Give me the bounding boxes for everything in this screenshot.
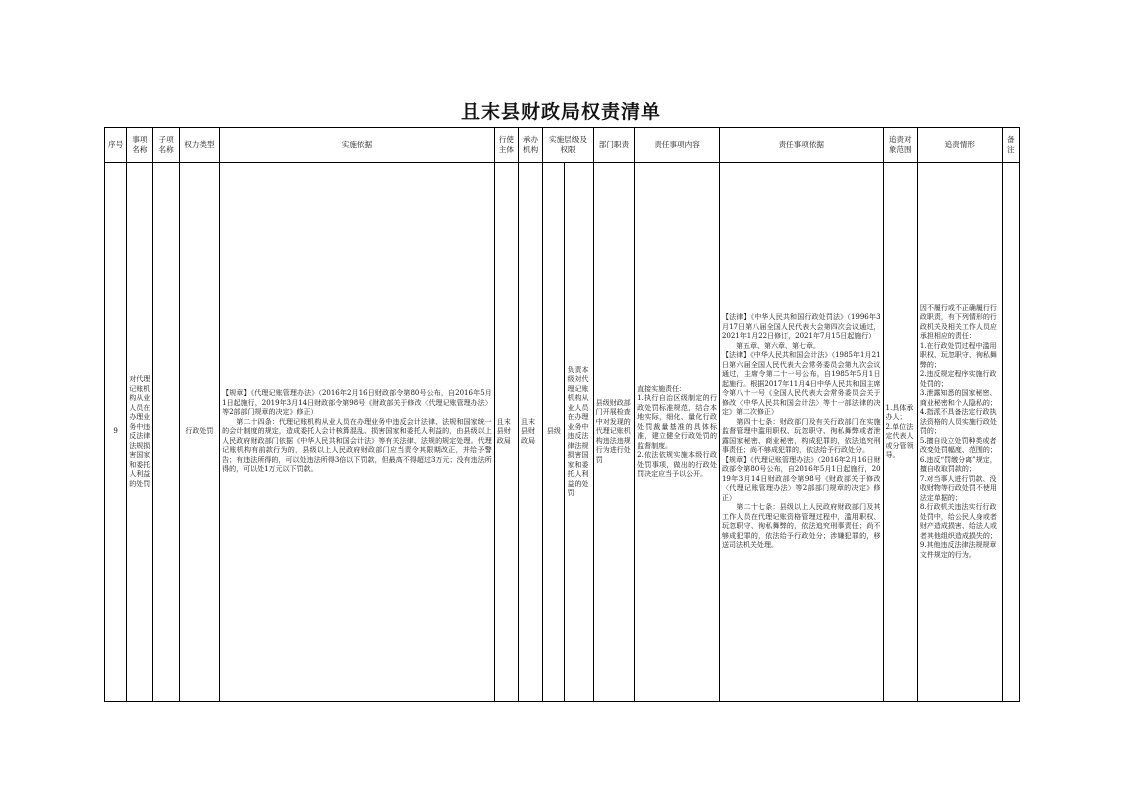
header-subject: 行使主体 [494,128,518,163]
header-dept-duty: 部门职责 [593,128,634,163]
responsibility-table [104,127,1020,702]
header-remark: 备注 [1002,128,1019,163]
header-agency: 承办机构 [519,128,543,163]
header-scope: 追责对象范围 [883,128,917,163]
cell-power-type: 行政处罚 [179,163,219,702]
header-basis: 实施依据 [220,128,495,163]
header-situation: 追责情形 [917,128,1002,163]
header-item-name: 事项名称 [127,128,153,163]
header-row [105,128,1020,163]
cell-remark [1002,163,1019,702]
table-row [105,163,1020,702]
cell-resp-basis: 【法律】《中华人民共和国行政处罚法》（1996年3月17日第八届全国人民代表大会第四次会议通过，2021年1月22日修订，2021年7月15日起施行） 第五章、第六章、第七章。 【法律】《中华人民共和国会计法》（1985年1月21日第六届全国人民代表大会常务委员会第九次会议通过，主席令第二十一号公布，自1985年5月1日起施行。根据2017年11月4日中华人民共和国主席令第八十一号《全国人民代表大会常务委员会关于修改〈中华人民共和国会计法〉等十一部法律的决定》第二次修正） 第四十七条：财政部门及有关行政部门在实施监督管理中滥用职权、玩忽职守、徇私舞弊或者泄露国家秘密、商业秘密，构成犯罪的，依法追究刑事责任；尚不够成犯罪的，依法给予行政处分。 【规章】《代理记账管理办法》（2016年2月16日财政部令第80号公布，自2016年5月1日起施行，2019年3月14日财政部令第98号《财政部关于修改〈代理记账管理办法〉等2部部门规章的决定》修正） 第二十七条：县级以上人民政府财政部门及其工作人员在代理记账资格管理过程中，滥用职权、玩忽职守、徇私舞弊的，依法追究刑事责任；尚不够成犯罪的，依法给予行政处分；涉嫌犯罪的，移送司法机关处理。 [719,163,883,702]
header-seq: 序号 [105,128,127,163]
cell-seq: 9 [105,163,127,702]
cell-item-name: 对代理记账机构从业人员在办理业务中违反法律法规损害国家和委托人利益的处罚 [127,163,153,702]
cell-subject: 且末县财政局 [494,163,518,702]
cell-situation: 因不履行或不正确履行行政职责，有下列情形的行政机关及相关工作人员应承担相应的责任： 1.在行政处罚过程中滥用职权、玩忽职守、徇私舞弊的； 2.违反规定程序实施行政处罚的； 3.泄露知悉的国家秘密、商业秘密和个人隐私的； 4.指派不具备法定行政执法资格的人员实施行政处罚的； 5.擅自设立处罚种类或者改变处罚幅度、范围的； 6.违反“罚缴分离”规定，擅自收取罚款的； 7.对当事人进行罚款、没收财物等行政处罚不使用法定单据的； 8.行政机关违法实行行政处罚中，给公民人身或者财产造成损害、给法人或者其他组织造成损失的； 9.其他违反法律法规规章文件规定的行为。 [917,163,1002,702]
cell-level: 县级 [543,163,565,702]
cell-sub-item [153,163,179,702]
page-title: 且末县财政局权责清单 [460,101,661,123]
header-level: 实施层级及权限 [543,128,593,163]
header-resp-content: 责任事项内容 [635,128,720,163]
header-power-type: 权力类型 [179,128,219,163]
cell-scope: 1.具体承办人； 2.单位法定代表人或分管领导。 [883,163,917,702]
cell-resp-content: 直接实施责任： 1.执行自治区级制定的行政处罚标准规范，结合本地实际，细化、量化行政处罚裁量基准的具体标准，建立健全行政处罚的监督制度。 2.依法依规实施本级行政处罚事项，做出的行政处罚决定应当予以公开。 [635,163,720,702]
cell-level-authority: 负责本级対代理记账机构从业人员在办理业务中违反法律法规损害国家和委托人利益的处罚 [565,163,593,702]
cell-basis: 【规章】《代理记账管理办法》（2016年2月16日财政部令第80号公布，自2016年5月1日起施行，2019年3月14日财政部令第98号《财政部关于修改〈代理记账管理办法〉等2部部门规章的决定》修正） 第二十四条：代理记账机构从业人员在办理业务中违反会计法律、法规和国家统一的会计制度的规定，造成委托人会计核算混乱、损害国家和委托人利益的，由县级以上人民政府财政部门依据《中华人民共和国会计法》等有关法律、法规的规定处理。代理记账机构有前款行为的，县级以上人民政府财政部门应当责令其限期改正，并给予警告；有违法所得的，可以处违法所得3倍以下罚款，但最高不得超过3万元；没有违法所得的，可以处1万元以下罚款。 [220,163,495,702]
header-sub-item: 子项名称 [153,128,179,163]
cell-dept-duty: 县级财政部门开展检查中对发现的代理记账机构违法违规行为进行处罚 [593,163,634,702]
header-resp-basis: 责任事项依据 [719,128,883,163]
cell-agency: 且末县财政局 [519,163,543,702]
